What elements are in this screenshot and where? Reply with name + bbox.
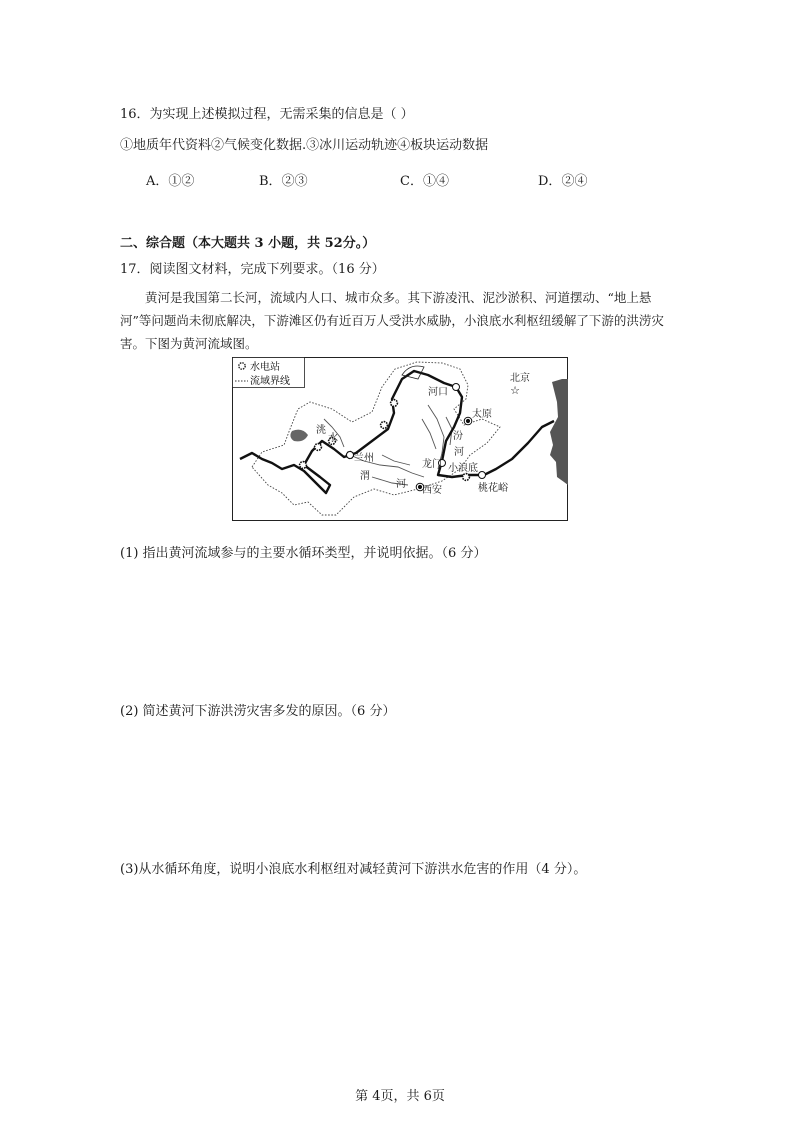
answer-area-2[interactable] (120, 724, 680, 854)
label-tao-2: 水 (328, 433, 338, 444)
q16-items: ①地质年代资料②气候变化数据.③冰川运动轨迹④板块运动数据 (120, 138, 489, 153)
beijing-star-icon: ☆ (510, 384, 520, 397)
q17-stem: 17．阅读图文材料，完成下列要求。（16 分） (120, 262, 385, 277)
answer-area-3[interactable] (120, 882, 680, 1062)
option-b[interactable] (259, 170, 308, 189)
label-xiaolangdi: 小浪底 (448, 463, 478, 474)
option-b-text: ②③ (281, 174, 308, 189)
option-c-text: ①④ (422, 174, 449, 189)
option-a[interactable] (146, 170, 194, 189)
label-xian: 西安 (422, 485, 442, 496)
option-a-text: ①② (168, 174, 195, 189)
label-hekou: 河口 (428, 387, 448, 398)
sub-question-2: (2) 简述黄河下游洪涝灾害多发的原因。（6 分） (120, 704, 396, 719)
section-title: 二、综合题（本大题共 3 小题，共 52分。） (120, 236, 376, 251)
label-fen-1: 汾 (453, 431, 463, 442)
label-taiyuan: 太原 (472, 409, 492, 420)
label-fen-2: 河 (454, 447, 464, 458)
label-beijing: 北京 (510, 373, 530, 384)
option-d[interactable] (538, 170, 587, 189)
sub-question-3: (3)从水循环角度，说明小浪底水利枢纽对减轻黄河下游洪水危害的作用（4 分）。 (120, 862, 587, 877)
legend-boundary-label: 流域界线 (250, 376, 290, 387)
label-tao-1: 洮 (316, 425, 326, 436)
option-d-letter: D． (538, 174, 562, 189)
answer-area-1[interactable] (120, 566, 680, 696)
q16-stem: 16．为实现上述模拟过程，无需采集的信息是（ ） (120, 107, 414, 122)
option-d-text: ②④ (561, 174, 588, 189)
label-lanzhou: 兰州 (354, 453, 374, 464)
label-taohuayu: 桃花峪 (478, 483, 508, 494)
option-a-letter: A． (146, 174, 169, 189)
option-b-letter: B． (259, 174, 282, 189)
q17-material: 黄河是我国第二长河，流域内人口、城市众多。其下游凌汛、泥沙淤积、河道摆动、“地上悬河”等问题尚未彻底解决，下游滩区仍有近百万人受洪水威胁，小浪底水利枢纽缓解了下游的洪涝灾害。下图为黄河流域图。 (120, 290, 664, 351)
yellow-river-basin-map (232, 357, 568, 521)
label-longmen: 龙门 (422, 459, 442, 470)
sub-question-1: (1) 指出黄河流域参与的主要水循环类型，并说明依据。（6 分） (120, 546, 487, 561)
label-wei-1: 渭 (360, 471, 370, 482)
option-c-letter: C． (400, 174, 423, 189)
legend-hydro-label: 水电站 (250, 362, 280, 373)
hydro-station-legend-icon (239, 363, 245, 369)
label-wei-2: 河 (396, 479, 406, 490)
option-c[interactable] (400, 170, 449, 189)
page-footer: 第 4页，共 6页 (355, 1089, 445, 1104)
